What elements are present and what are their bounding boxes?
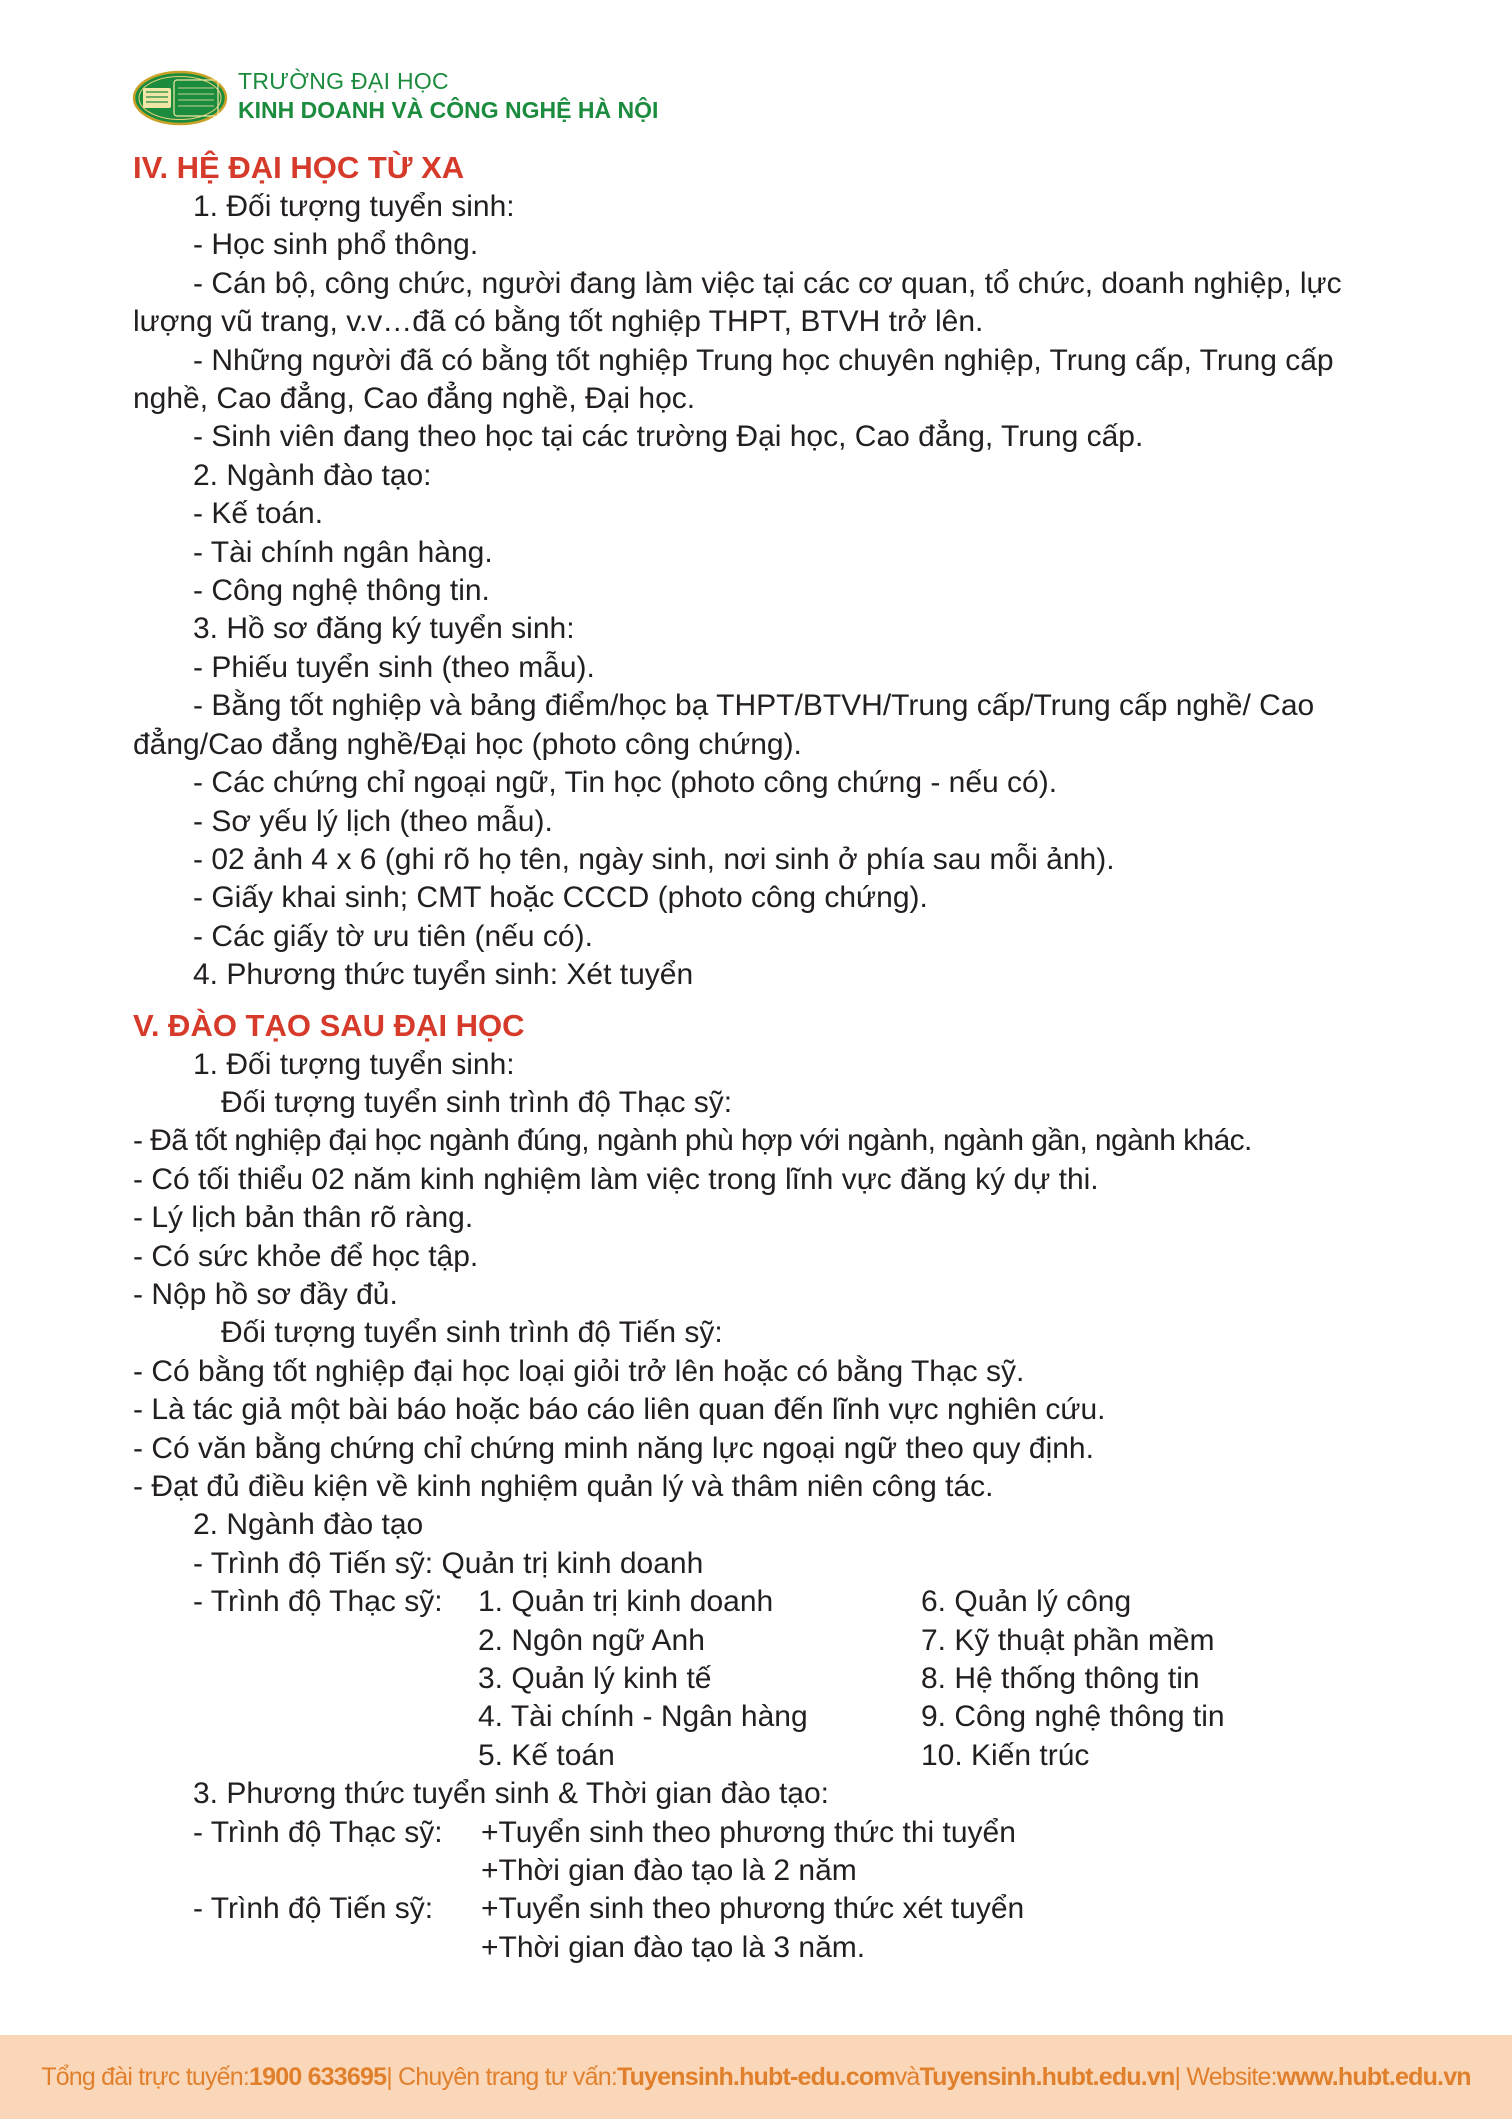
s4-item: - Sơ yếu lý lịch (theo mẫu). xyxy=(193,804,553,838)
footer-and: và xyxy=(894,2062,920,2091)
method-masters-row xyxy=(133,1814,1398,1852)
footer-separator: | Website: xyxy=(1174,2062,1277,2091)
school-name-line1: TRƯỜNG ĐẠI HỌC xyxy=(238,68,449,94)
masters-major-row xyxy=(133,1737,1398,1775)
masters-major: 4. Tài chính - Ngân hàng xyxy=(478,1700,808,1734)
main-content xyxy=(133,148,1398,1967)
masters-major-row xyxy=(133,1660,1398,1698)
hotline-number[interactable]: 1900 633695 xyxy=(249,2062,387,2091)
s4-item: - Tài chính ngân hàng. xyxy=(193,535,493,569)
method-phd-line: +Tuyển sinh theo phương thức xét tuyển xyxy=(481,1892,1025,1926)
s4-item: 4. Phương thức tuyển sinh: Xét tuyển xyxy=(193,958,694,992)
section-4-title: IV. HỆ ĐẠI HỌC TỪ XA xyxy=(133,150,465,185)
masters-label: - Trình độ Thạc sỹ: xyxy=(193,1585,443,1619)
section-5-title: V. ĐÀO TẠO SAU ĐẠI HỌC xyxy=(133,1007,525,1043)
s4-item: - Các chứng chỉ ngoại ngữ, Tin học (photo công chứng - nếu có). xyxy=(193,766,1058,800)
s5-masters-heading: Đối tượng tuyển sinh trình độ Thạc sỹ: xyxy=(221,1085,733,1119)
s5-masters-item: - Nộp hồ sơ đầy đủ. xyxy=(133,1277,398,1311)
s4-item: - Sinh viên đang theo học tại các trường Đại học, Cao đẳng, Trung cấp. xyxy=(193,420,1144,454)
s4-item: - Cán bộ, công chức, người đang làm việc tại các cơ quan, tổ chức, doanh nghiệp, lực lượng vũ trang, v.v…đã có bằng tốt nghiệp THPT, BTVH trở lên. xyxy=(133,266,1342,339)
s5-phd-major: - Trình độ Tiến sỹ: Quản trị kinh doanh xyxy=(193,1546,704,1580)
s4-item: - Giấy khai sinh; CMT hoặc CCCD (photo công chứng). xyxy=(193,881,928,915)
s4-item: - Học sinh phổ thông. xyxy=(193,228,479,262)
page-header xyxy=(132,66,1132,128)
s4-item: - Công nghệ thông tin. xyxy=(193,574,490,608)
masters-major-row xyxy=(133,1583,1398,1621)
method-masters-line: +Tuyển sinh theo phương thức thi tuyển xyxy=(481,1815,1016,1849)
s5-masters-item: - Lý lịch bản thân rõ ràng. xyxy=(133,1201,474,1235)
footer-separator: | Chuyên trang tư vấn: xyxy=(386,2062,617,2091)
s4-item: - Những người đã có bằng tốt nghiệp Trung học chuyên nghiệp, Trung cấp, Trung cấp nghề, Cao đẳng, Cao đẳng nghề, Đại học. xyxy=(133,343,1334,416)
method-phd-row xyxy=(133,1929,1398,1967)
school-name-line2: KINH DOANH VÀ CÔNG NGHỆ HÀ NỘI xyxy=(238,97,659,123)
masters-major: 9. Công nghệ thông tin xyxy=(921,1700,1225,1734)
masters-major: 2. Ngôn ngữ Anh xyxy=(478,1623,705,1657)
masters-major: 6. Quản lý công xyxy=(921,1585,1132,1619)
method-masters-row xyxy=(133,1852,1398,1890)
s5-intro: 1. Đối tượng tuyển sinh: xyxy=(193,1047,515,1081)
s4-item: 1. Đối tượng tuyển sinh: xyxy=(193,190,515,223)
s5-majors-heading: 2. Ngành đào tạo xyxy=(193,1508,424,1542)
masters-major: 5. Kế toán xyxy=(478,1738,615,1772)
method-masters-label: - Trình độ Thạc sỹ: xyxy=(193,1815,443,1849)
s4-item: - Các giấy tờ ưu tiên (nếu có). xyxy=(193,919,593,953)
s4-item: - Bằng tốt nghiệp và bảng điểm/học bạ THPT/BTVH/Trung cấp/Trung cấp nghề/ Cao đẳng/Cao đẳng nghề/Đại học (photo công chứng). xyxy=(133,689,1315,761)
s5-phd-heading: Đối tượng tuyển sinh trình độ Tiến sỹ: xyxy=(221,1316,723,1350)
method-masters-line: +Thời gian đào tạo là 2 năm xyxy=(481,1853,857,1887)
s4-item: - 02 ảnh 4 x 6 (ghi rõ họ tên, ngày sinh, nơi sinh ở phía sau mỗi ảnh). xyxy=(193,842,1115,876)
admission-site-link[interactable]: Tuyensinh.hubt.edu.vn xyxy=(919,2062,1175,2091)
s4-item: - Kế toán. xyxy=(193,497,324,531)
s5-phd-item: - Đạt đủ điều kiện về kinh nghiệm quản lý và thâm niên công tác. xyxy=(133,1470,994,1503)
website-link[interactable]: www.hubt.edu.vn xyxy=(1276,2062,1471,2091)
school-logo-icon xyxy=(132,70,228,126)
s4-item: - Phiếu tuyển sinh (theo mẫu). xyxy=(193,650,595,684)
s5-masters-item: - Có tối thiểu 02 năm kinh nghiệm làm việc trong lĩnh vực đăng ký dự thi. xyxy=(133,1162,1099,1196)
s5-phd-item: - Là tác giả một bài báo hoặc báo cáo liên quan đến lĩnh vực nghiên cứu. xyxy=(133,1393,1106,1427)
masters-major: 10. Kiến trúc xyxy=(921,1738,1090,1772)
masters-major: 3. Quản lý kinh tế xyxy=(478,1662,712,1695)
s5-masters-item: - Đã tốt nghiệp đại học ngành đúng, ngành phù hợp với ngành, ngành gần, ngành khác. xyxy=(133,1124,1252,1158)
s5-phd-item: - Có văn bằng chứng chỉ chứng minh năng lực ngoại ngữ theo quy định. xyxy=(133,1431,1094,1465)
masters-major: 1. Quản trị kinh doanh xyxy=(478,1585,774,1619)
s5-masters-item: - Có sức khỏe để học tập. xyxy=(133,1239,479,1273)
hotline-label: Tổng đài trực tuyến: xyxy=(41,2062,250,2091)
masters-major-row xyxy=(133,1622,1398,1660)
method-phd-row xyxy=(133,1890,1398,1928)
masters-major: 8. Hệ thống thông tin xyxy=(921,1662,1200,1695)
method-phd-line: +Thời gian đào tạo là 3 năm. xyxy=(481,1930,866,1964)
page-footer xyxy=(0,2035,1512,2119)
consult-site-link[interactable]: Tuyensinh.hubt-edu.com xyxy=(616,2062,895,2091)
s5-phd-item: - Có bằng tốt nghiệp đại học loại giỏi trở lên hoặc có bằng Thạc sỹ. xyxy=(133,1354,1025,1388)
method-phd-label: - Trình độ Tiến sỹ: xyxy=(193,1892,434,1926)
s4-item: 2. Ngành đào tạo: xyxy=(193,458,432,492)
s4-item: 3. Hồ sơ đăng ký tuyển sinh: xyxy=(193,612,575,646)
masters-major-row xyxy=(133,1698,1398,1736)
masters-major: 7. Kỹ thuật phần mềm xyxy=(921,1623,1215,1657)
s5-method-heading: 3. Phương thức tuyển sinh & Thời gian đào tạo: xyxy=(193,1777,830,1811)
